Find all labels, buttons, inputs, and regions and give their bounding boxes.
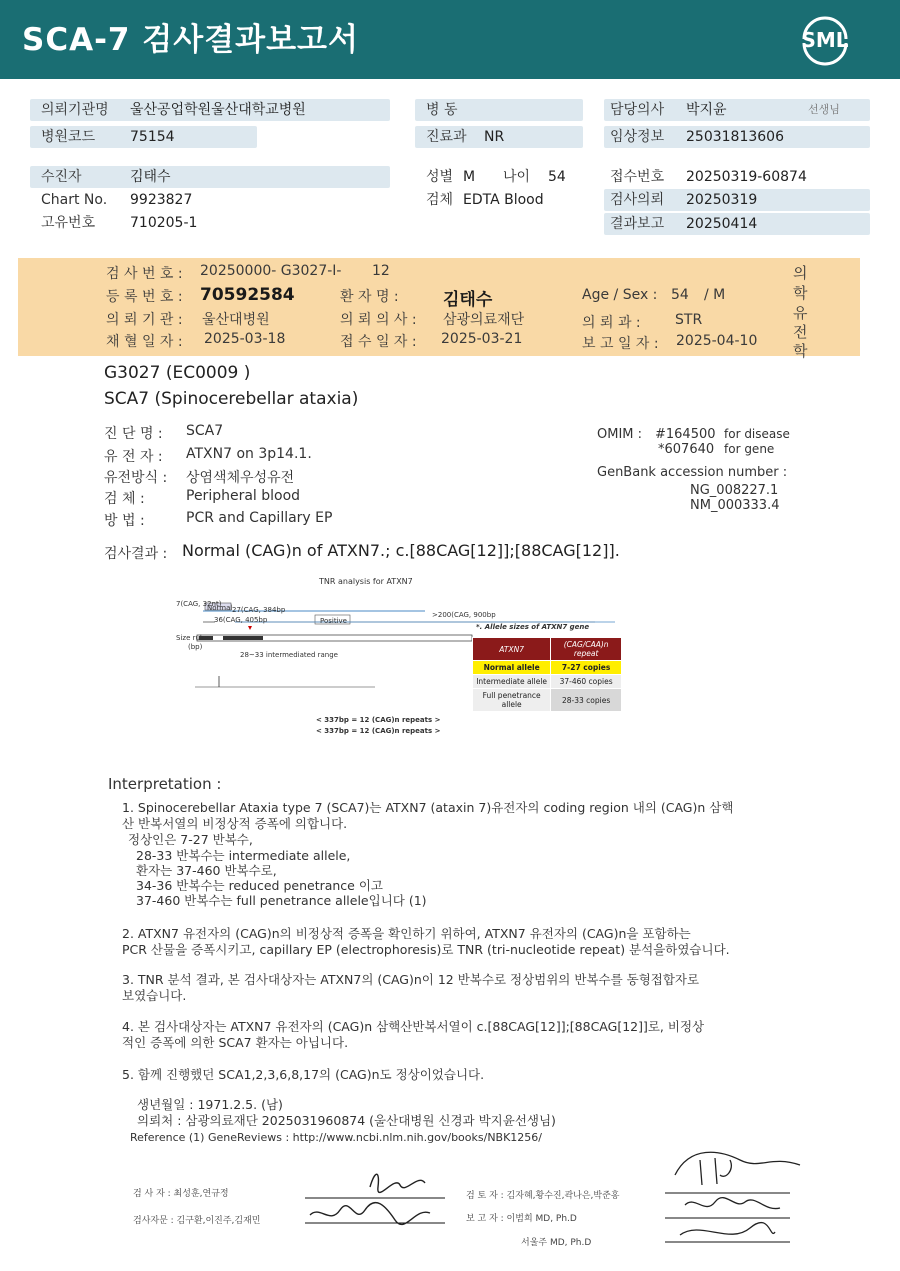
interp-line: 5. 함께 진행했던 SCA1,2,3,6,8,17의 (CAG)n도 정상이었습니다. (122, 1067, 485, 1082)
hospital-code-value: 75154 (130, 129, 175, 145)
footnote-2: < 337bp = 12 (CAG)n repeats > (316, 727, 441, 735)
age-sex-label: Age / Sex : (582, 287, 658, 303)
institution-label: 의뢰기관명 (41, 102, 109, 118)
sex-label: 성별 (426, 169, 454, 185)
interp-line: 보였습니다. (122, 988, 187, 1003)
table-cell: 28-33 copies (551, 689, 622, 712)
interp-line: 3. TNR 분석 결과, 본 검사대상자는 ATXN7의 (CAG)n이 12 반복수로 정상범위의 반복수를 동형접합자로 (122, 972, 700, 987)
test-no-label: 검 사 번 호 : (106, 266, 183, 282)
allele-size-table (472, 637, 622, 712)
specimen-value-body: Peripheral blood (186, 488, 301, 504)
label-b: 27(CAG, 384bp (232, 606, 286, 614)
ward-label: 병 동 (426, 102, 458, 118)
orange-institution-value: 울산대병원 (202, 312, 270, 328)
table-header: ATXN7 (473, 638, 551, 661)
orange-institution-label: 의 뢰 기 관 : (106, 312, 183, 328)
req-label: 의 뢰 과 : (582, 315, 641, 331)
label-ruler: Size ruler (176, 634, 210, 642)
patient-label: 수진자 (41, 169, 82, 185)
method-value: PCR and Capillary EP (186, 510, 333, 526)
report-value: 20250414 (686, 216, 758, 232)
clinical-label: 임상정보 (610, 129, 665, 145)
label-a: 7(CAG, 32nt) (176, 600, 222, 608)
patient-row-bg (30, 166, 390, 188)
diag-value: SCA7 (186, 423, 224, 439)
interp-line: 1. Spinocerebellar Ataxia type 7 (SCA7)는 ATXN7 (ataxin 7)유전자의 coding region 내의 (CAG)n 삼핵 (122, 800, 734, 815)
genbank-2: NM_000333.4 (690, 498, 780, 513)
footnote-1: < 337bp = 12 (CAG)n repeats > (316, 716, 441, 724)
specimen-label: 검체 (426, 192, 454, 208)
interp-line: 37-460 반복수는 full penetrance allele입니다 (1) (136, 893, 427, 908)
interpretation-title: Interpretation : (108, 775, 222, 793)
label-bp: (bp) (188, 643, 203, 651)
vertical-char: 의 (793, 264, 808, 282)
interp-line: Reference (1) GeneReviews : http://www.ncbi.nlm.nih.gov/books/NBK1256/ (130, 1131, 543, 1144)
omim-gene-id: *607640 (658, 442, 715, 457)
table-cell: 37-460 copies (551, 675, 622, 689)
interp-line: 환자는 37-460 반복수로, (136, 863, 277, 878)
reg-no-label: 등 록 번 호 : (106, 289, 183, 305)
omim-disease-note: for disease (724, 427, 790, 441)
age-label: 나이 (503, 169, 531, 185)
label-c: 36(CAG, 405bp (214, 616, 268, 624)
test-code: G3027 (EC0009 ) (104, 363, 251, 383)
result-label: 검사결과 : (104, 546, 168, 562)
table-header: (CAG/CAA)n repeat (551, 638, 622, 661)
logo-text: SML (801, 28, 849, 52)
signature-left (300, 1165, 450, 1235)
table-caption: *. Allele sizes of ATXN7 gene (476, 623, 590, 631)
interp-line: PCR 산물을 증폭시키고, capillary EP (electrophoresis)로 TNR (tri-nucleotide repeat) 분석을하였습니다. (122, 942, 730, 957)
signature-right (660, 1140, 810, 1250)
req-value: STR (675, 312, 703, 328)
table-cell: 7-27 copies (551, 661, 622, 675)
reg-no-value: 70592584 (200, 285, 295, 305)
result-value: Normal (CAG)n of ATXN7.; c.[88CAG[12]];[88CAG[12]]. (182, 541, 620, 560)
table-cell: Intermediate allele (473, 675, 551, 689)
report-title: SCA-7 검사결과보고서 (22, 22, 359, 58)
gene-value: ATXN7 on 3p14.1. (186, 446, 312, 462)
interp-line: 적인 증폭에 의한 SCA7 환자는 아닙니다. (122, 1035, 349, 1050)
vertical-char: 학 (793, 284, 808, 302)
label-positive: Positive (320, 617, 347, 625)
doctor-suffix: 선생님 (808, 103, 840, 116)
reporter2-label: 서울주 MD, Ph.D (521, 1238, 592, 1248)
interp-line: 의뢰처 : 삼광의료재단 2025031960874 (울산대병원 신경과 박지윤선생님) (137, 1113, 556, 1128)
method-label: 방 법 : (104, 513, 145, 529)
orange-age-value: 54 (671, 287, 689, 303)
interp-line: 정상인은 7-27 반복수, (128, 832, 253, 847)
tester-label: 검 사 자 : 최성훈,연규정 (133, 1189, 229, 1199)
specimen-value: EDTA Blood (463, 192, 544, 208)
request-value: 20250319 (686, 192, 758, 208)
interp-line: 4. 본 검사대상자는 ATXN7 유전자의 (CAG)n 삼핵산반복서열이 c.[88CAG[12]];[88CAG[12]]로, 비정상 (122, 1019, 705, 1034)
orange-patient-value: 김태수 (443, 290, 493, 310)
hospital-code-label: 병원코드 (41, 129, 96, 145)
genbank-label: GenBank accession number : (597, 465, 788, 480)
institution-value: 울산공업학원울산대학교병원 (130, 102, 306, 118)
uid-label: 고유번호 (41, 215, 96, 231)
consultant-label: 검사자문 : 김구환,이진주,김재민 (133, 1216, 261, 1226)
vertical-char: 전 (793, 323, 808, 341)
label-range: 28~33 intermediated range (240, 651, 338, 659)
request-label: 검사의뢰 (610, 192, 665, 208)
orange-patient-label: 환 자 명 : (340, 289, 399, 305)
diag-label: 진 단 명 : (104, 426, 163, 442)
omim-gene-note: for gene (724, 442, 775, 456)
test-no-suffix: 12 (372, 263, 390, 279)
label-normal: Normal (207, 604, 233, 612)
report-date-label: 보 고 일 자 : (582, 336, 659, 352)
reporter-label: 보 고 자 : 이범희 MD, Ph.D (466, 1214, 577, 1224)
req-doctor-value: 삼광의료재단 (443, 312, 525, 328)
specimen-label-body: 검 체 : (104, 491, 145, 507)
interp-line: 생년월일 : 1971.2.5. (남) (137, 1097, 283, 1112)
interp-line: 2. ATXN7 유전자의 (CAG)n의 비정상적 증폭을 확인하기 위하여, ATXN7 유전자의 (CAG)n을 포함하는 (122, 926, 691, 941)
orange-sex-value: / M (704, 287, 726, 303)
interp-line: 28-33 반복수는 intermediate allele, (136, 848, 351, 863)
dept-label: 진료과 (426, 129, 467, 145)
table-cell: Normal allele (473, 661, 551, 675)
sex-value: M (463, 169, 476, 185)
report-header (0, 0, 900, 79)
report-label: 결과보고 (610, 216, 665, 232)
label-d: >200(CAG, 900bp (432, 611, 496, 619)
receive-date-value: 2025-03-21 (441, 331, 523, 347)
omim-disease-id: #164500 (655, 427, 716, 442)
blood-date-value: 2025-03-18 (204, 331, 286, 347)
dept-value: NR (484, 129, 505, 145)
receipt-value: 20250319-60874 (686, 169, 807, 185)
req-doctor-label: 의 뢰 의 사 : (340, 312, 417, 328)
omim-label: OMIM : (597, 427, 643, 442)
receipt-label: 접수번호 (610, 169, 665, 185)
genbank-1: NG_008227.1 (690, 483, 779, 498)
vertical-char: 학 (793, 342, 808, 360)
blood-date-label: 채 혈 일 자 : (106, 334, 183, 350)
uid-value: 710205-1 (130, 215, 198, 231)
chart-value: 9923827 (130, 192, 193, 208)
report-date-value: 2025-04-10 (676, 333, 758, 349)
gene-label: 유 전 자 : (104, 449, 163, 465)
figure-title: TNR analysis for ATXN7 (319, 577, 413, 586)
interp-line: 산 반복서열의 비정상적 증폭에 의합니다. (122, 816, 348, 831)
test-no-value: 20250000- G3027-I- (200, 263, 342, 279)
reviewer-label: 검 토 자 : 김자혜,황수진,곽나은,박준홍 (466, 1191, 620, 1201)
inherit-value: 상염색체우성유전 (186, 470, 295, 486)
vertical-char: 유 (793, 304, 808, 322)
clinical-value: 25031813606 (686, 129, 784, 145)
interp-line: 34-36 반복수는 reduced penetrance 이고 (136, 878, 383, 893)
doctor-value: 박지윤 (686, 102, 727, 118)
chart-label: Chart No. (41, 192, 108, 208)
table-cell: Full penetrance allele (473, 689, 551, 712)
patient-value: 김태수 (130, 169, 171, 185)
inherit-label: 유전방식 : (104, 470, 168, 486)
sml-logo (796, 12, 854, 66)
receive-date-label: 접 수 일 자 : (340, 334, 417, 350)
doctor-label: 담당의사 (610, 102, 665, 118)
age-value: 54 (548, 169, 566, 185)
test-name: SCA7 (Spinocerebellar ataxia) (104, 389, 359, 409)
